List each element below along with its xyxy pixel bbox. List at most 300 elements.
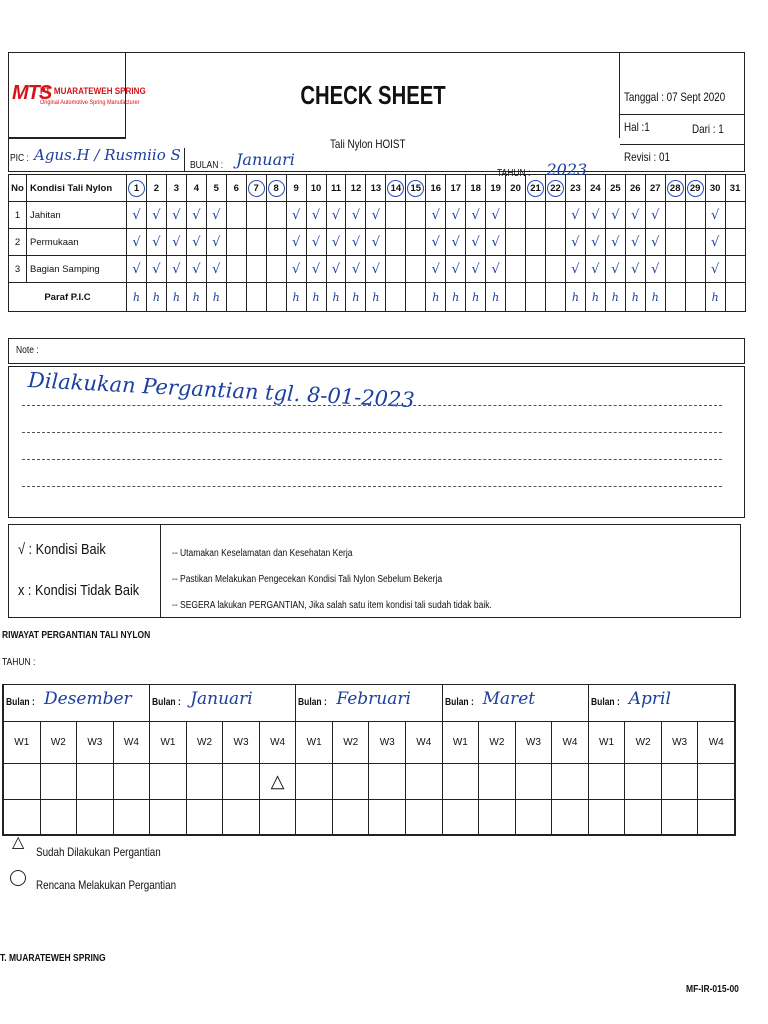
check-cell [246, 256, 266, 283]
history-cell [515, 799, 552, 835]
bulan-label: BULAN : [190, 160, 224, 171]
history-cell [259, 764, 296, 799]
checkmark-icon: √ [212, 207, 221, 223]
check-cell [306, 256, 326, 283]
checkmark-icon: √ [571, 261, 580, 277]
paraf-cell [466, 283, 486, 312]
week-header: W4 [552, 722, 589, 764]
paraf-cell [585, 283, 605, 312]
history-cell [515, 764, 552, 799]
check-cell [705, 202, 725, 229]
history-month-cell [296, 685, 442, 722]
check-cell [226, 256, 246, 283]
check-cell [526, 229, 546, 256]
check-cell [506, 202, 526, 229]
paraf-cell [246, 283, 266, 312]
signature-mark: h [292, 290, 300, 304]
checkmark-icon: √ [651, 234, 660, 250]
checkmark-icon: √ [152, 261, 161, 277]
signature-mark: h [352, 290, 360, 304]
check-cell [665, 229, 685, 256]
signature-mark: h [631, 290, 639, 304]
check-cell [386, 229, 406, 256]
check-cell [166, 229, 186, 256]
day-header-26 [625, 175, 645, 202]
checkmark-icon: √ [451, 261, 460, 277]
week-header: W2 [186, 722, 223, 764]
check-cell [366, 256, 386, 283]
check-cell [625, 256, 645, 283]
row-label: Bagian Samping [27, 256, 127, 283]
checkmark-icon: √ [571, 207, 580, 223]
instruction-3: -- SEGERA lakukan PERGANTIAN, Jika salah satu item kondisi tali sudah tidak baik. [172, 600, 492, 611]
replacement-done-icon: △ [270, 770, 285, 791]
history-month-cell [150, 685, 296, 722]
checkmark-icon: √ [611, 234, 620, 250]
check-cell [546, 229, 566, 256]
week-header: W4 [113, 722, 150, 764]
history-cell [588, 764, 625, 799]
signature-mark: h [372, 290, 380, 304]
checkmark-icon: √ [132, 261, 141, 277]
bulan-divider [184, 148, 185, 172]
day-number: 11 [330, 182, 342, 194]
history-mark-row [4, 764, 735, 799]
bulan-label: Bulan : [590, 697, 620, 708]
page-title: CHECK SHEET [300, 80, 446, 110]
legend-done: Sudah Dilakukan Pergantian [36, 845, 161, 859]
check-cell [426, 229, 446, 256]
day-header-5 [206, 175, 226, 202]
check-cell [146, 202, 166, 229]
day-number: 15 [407, 180, 424, 197]
pic-row-line [8, 138, 126, 139]
checkmark-icon: √ [471, 234, 480, 250]
history-cell [223, 764, 260, 799]
history-cell [77, 764, 114, 799]
history-month-name: Desember [44, 689, 132, 709]
check-cell [306, 202, 326, 229]
check-cell [705, 256, 725, 283]
history-week-row [4, 722, 735, 764]
history-cell [259, 799, 296, 835]
triangle-icon: △ [12, 834, 25, 851]
paraf-cell [386, 283, 406, 312]
note-label: Note : [16, 345, 39, 356]
note-line-2 [22, 432, 722, 433]
signature-mark: h [432, 290, 440, 304]
week-header: W4 [259, 722, 296, 764]
day-header-31 [725, 175, 745, 202]
check-cell [186, 229, 206, 256]
history-cell [4, 799, 41, 835]
check-cell [406, 202, 426, 229]
paraf-cell [665, 283, 685, 312]
history-cell [296, 764, 333, 799]
week-header: W2 [332, 722, 369, 764]
history-cell [113, 799, 150, 835]
checkmark-icon: √ [710, 234, 720, 250]
check-cell [286, 229, 306, 256]
checkmark-icon: √ [591, 234, 600, 250]
checkmark-icon: √ [291, 207, 301, 223]
history-year-label: TAHUN : [2, 657, 36, 668]
note-label-box [8, 338, 745, 364]
check-cell [166, 202, 186, 229]
paraf-cell [366, 283, 386, 312]
check-cell [585, 256, 605, 283]
paraf-row [9, 283, 746, 312]
check-cell [346, 202, 366, 229]
paraf-cell [146, 283, 166, 312]
page-subtitle: Tali Nylon HOIST [330, 137, 406, 151]
day-number: 20 [510, 182, 521, 194]
check-cell [346, 256, 366, 283]
day-header-29 [685, 175, 705, 202]
note-handwriting: Dilakukan Pergantian tgl. 8-01-2023 [27, 368, 416, 413]
check-cell [246, 229, 266, 256]
company-name: PT. MUARATEWEH SPRING [40, 86, 146, 97]
instruction-2: -- Pastikan Melakukan Pengecekan Kondisi Tali Nylon Sebelum Bekerja [172, 574, 443, 585]
signature-mark: h [312, 290, 320, 304]
check-cell [605, 229, 625, 256]
legend-bad: x : Kondisi Tidak Baik [18, 582, 140, 599]
day-number: 12 [350, 182, 362, 194]
checkmark-icon: √ [291, 261, 301, 277]
check-cell [565, 229, 585, 256]
day-header-2 [146, 175, 166, 202]
history-cell [698, 799, 735, 835]
history-table [2, 684, 736, 836]
check-cell [226, 229, 246, 256]
checkmark-icon: √ [351, 261, 361, 277]
check-cell [186, 256, 206, 283]
legend-divider [160, 524, 161, 618]
history-cell [150, 764, 187, 799]
check-cell [506, 229, 526, 256]
check-cell [266, 202, 286, 229]
day-number: 22 [547, 180, 564, 197]
day-header-11 [326, 175, 346, 202]
company-tagline: Original Automotive Spring Manufacturer [40, 99, 140, 106]
day-header-24 [585, 175, 605, 202]
checkmark-icon: √ [371, 234, 381, 250]
check-cell [665, 202, 685, 229]
check-cell [645, 202, 665, 229]
check-cell [585, 202, 605, 229]
checkmark-icon: √ [710, 207, 720, 223]
paraf-cell [226, 283, 246, 312]
day-header-9 [286, 175, 306, 202]
week-header: W2 [625, 722, 662, 764]
day-number: 8 [268, 180, 285, 197]
day-number: 9 [293, 182, 299, 194]
bulan-label: Bulan : [152, 697, 181, 708]
check-cell [565, 202, 585, 229]
history-cell [698, 764, 735, 799]
history-cell [223, 799, 260, 835]
check-cell [366, 229, 386, 256]
checkmark-icon: √ [212, 234, 221, 250]
day-header-30 [705, 175, 725, 202]
history-month-name: Januari [190, 689, 253, 709]
week-header: W1 [442, 722, 479, 764]
check-cell [526, 256, 546, 283]
checkmark-icon: √ [132, 207, 141, 223]
week-header: W2 [40, 722, 77, 764]
legend-good: √ : Kondisi Baik [18, 541, 106, 558]
row-label: Permukaan [27, 229, 127, 256]
week-header: W3 [661, 722, 698, 764]
check-cell [226, 202, 246, 229]
check-cell [705, 229, 725, 256]
day-number: 18 [470, 182, 481, 194]
paraf-cell [486, 283, 506, 312]
signature-mark: h [492, 290, 500, 304]
week-header: W3 [369, 722, 406, 764]
table-row [9, 229, 746, 256]
week-header: W3 [223, 722, 260, 764]
paraf-cell [426, 283, 446, 312]
check-cell [685, 202, 705, 229]
check-cell [625, 202, 645, 229]
signature-mark: h [452, 290, 460, 304]
checkmark-icon: √ [291, 234, 301, 250]
no-header: No [9, 175, 27, 202]
checkmark-icon: √ [571, 234, 580, 250]
note-line-3 [22, 459, 722, 460]
checkmark-icon: √ [192, 234, 201, 250]
day-number: 14 [387, 180, 404, 197]
check-cell [127, 229, 147, 256]
check-cell [386, 202, 406, 229]
history-month-name: April [628, 689, 671, 709]
history-month-cell [442, 685, 588, 722]
checkmark-icon: √ [371, 261, 381, 277]
check-cell [446, 256, 466, 283]
signature-mark: h [332, 290, 340, 304]
history-month-row [4, 685, 735, 722]
footer-doc-code: MF-IR-015-00 [686, 984, 739, 995]
paraf-cell [346, 283, 366, 312]
check-cell [645, 256, 665, 283]
check-cell [585, 229, 605, 256]
history-cell [369, 764, 406, 799]
signature-mark: h [132, 290, 141, 304]
day-number: 3 [173, 182, 180, 194]
checkmark-icon: √ [431, 234, 440, 250]
check-cell [466, 256, 486, 283]
history-cell [552, 764, 589, 799]
day-number: 30 [709, 182, 721, 194]
day-header-12 [346, 175, 366, 202]
paraf-cell [206, 283, 226, 312]
paraf-cell [645, 283, 665, 312]
row-label: Jahitan [27, 202, 127, 229]
doc-revision: Revisi : 01 [624, 150, 670, 164]
checkmark-icon: √ [591, 207, 600, 223]
meta-divider-2 [620, 144, 745, 145]
circle-icon [10, 870, 26, 886]
week-header: W3 [515, 722, 552, 764]
checkmark-icon: √ [172, 261, 181, 277]
doc-page-total: Dari : 1 [692, 122, 724, 136]
history-cell [332, 764, 369, 799]
check-cell [286, 256, 306, 283]
day-number: 23 [570, 182, 581, 194]
checkmark-icon: √ [611, 207, 620, 223]
history-month-cell [588, 685, 734, 722]
history-month-name: Maret [482, 689, 536, 709]
day-number: 5 [213, 182, 219, 194]
day-number: 29 [687, 180, 704, 197]
check-cell [346, 229, 366, 256]
check-cell [127, 256, 147, 283]
day-header-16 [426, 175, 446, 202]
paraf-cell [565, 283, 585, 312]
day-number: 13 [370, 182, 382, 194]
signature-mark: h [711, 290, 719, 304]
day-header-1 [127, 175, 147, 202]
week-header: W4 [406, 722, 443, 764]
history-cell [150, 799, 187, 835]
checkmark-icon: √ [471, 261, 480, 277]
history-cell [77, 799, 114, 835]
paraf-cell [546, 283, 566, 312]
history-cell [296, 799, 333, 835]
day-header-25 [605, 175, 625, 202]
checkmark-icon: √ [212, 261, 221, 277]
doc-date: Tanggal : 07 Sept 2020 [624, 90, 726, 104]
history-cell [4, 764, 41, 799]
check-cell [725, 229, 745, 256]
signature-mark: h [591, 290, 599, 304]
check-cell [446, 229, 466, 256]
checkmark-icon: √ [631, 234, 640, 250]
signature-mark: h [152, 290, 160, 304]
day-number-row [9, 175, 746, 202]
check-cell [605, 256, 625, 283]
checkmark-icon: √ [152, 207, 161, 223]
kondisi-header: Kondisi Tali Nylon [27, 175, 127, 202]
meta-divider-1 [620, 114, 745, 115]
checkmark-icon: √ [491, 234, 500, 250]
check-cell [486, 229, 506, 256]
day-number: 31 [729, 182, 741, 194]
check-cell [206, 229, 226, 256]
week-header: W4 [698, 722, 735, 764]
checkmark-icon: √ [172, 207, 181, 223]
checkmark-icon: √ [172, 234, 181, 250]
bulan-value: Januari [236, 150, 295, 169]
signature-mark: h [192, 290, 200, 304]
paraf-cell [127, 283, 147, 312]
check-cell [246, 202, 266, 229]
day-number: 27 [649, 182, 661, 194]
check-cell [206, 256, 226, 283]
checkmark-icon: √ [311, 207, 321, 223]
bulan-label: Bulan : [444, 697, 474, 708]
week-header: W2 [479, 722, 516, 764]
paraf-cell [286, 283, 306, 312]
paraf-cell [705, 283, 725, 312]
signature-mark: h [611, 290, 619, 304]
check-cell [146, 256, 166, 283]
table-row [9, 256, 746, 283]
check-cell [426, 202, 446, 229]
history-cell [406, 799, 443, 835]
check-cell [426, 256, 446, 283]
row-number: 2 [9, 229, 27, 256]
bulan-label: Bulan : [298, 697, 328, 708]
checkmark-icon: √ [651, 261, 660, 277]
day-number: 24 [590, 182, 601, 194]
checkmark-icon: √ [451, 234, 460, 250]
day-header-10 [306, 175, 326, 202]
history-title: RIWAYAT PERGANTIAN TALI NYLON [2, 630, 151, 641]
checkmark-icon: √ [331, 234, 341, 250]
check-cell [386, 256, 406, 283]
note-line-1 [22, 405, 722, 406]
history-cell [661, 799, 698, 835]
day-number: 7 [248, 180, 265, 197]
paraf-cell [166, 283, 186, 312]
history-cell [186, 764, 223, 799]
day-header-28 [665, 175, 685, 202]
check-cell [526, 202, 546, 229]
day-number: 10 [310, 182, 322, 194]
note-line-4 [22, 486, 722, 487]
check-cell [166, 256, 186, 283]
history-cell [552, 799, 589, 835]
check-cell [725, 202, 745, 229]
checkmark-icon: √ [132, 234, 141, 250]
check-cell [605, 202, 625, 229]
history-cell [479, 764, 516, 799]
doc-page: Hal :1 [624, 120, 650, 134]
check-cell [665, 256, 685, 283]
paraf-cell [685, 283, 705, 312]
checkmark-icon: √ [710, 261, 720, 277]
day-number: 25 [610, 182, 621, 194]
day-header-17 [446, 175, 466, 202]
day-header-15 [406, 175, 426, 202]
checkmark-icon: √ [192, 207, 201, 223]
check-cell [406, 229, 426, 256]
paraf-cell [266, 283, 286, 312]
history-cell [442, 764, 479, 799]
day-header-6 [226, 175, 246, 202]
history-grid [3, 685, 735, 835]
paraf-cell [446, 283, 466, 312]
check-cell [565, 256, 585, 283]
checkmark-icon: √ [451, 207, 460, 223]
check-cell [645, 229, 665, 256]
signature-mark: h [172, 290, 180, 304]
history-cell [625, 799, 662, 835]
day-number: 1 [128, 180, 145, 197]
signature-mark: h [571, 290, 579, 304]
check-cell [127, 202, 147, 229]
history-cell [113, 764, 150, 799]
check-cell [266, 229, 286, 256]
instruction-1: -- Utamakan Keselamatan dan Kesehatan Kerja [172, 548, 353, 559]
check-cell [466, 202, 486, 229]
paraf-cell [406, 283, 426, 312]
check-cell [326, 256, 346, 283]
check-cell [186, 202, 206, 229]
history-cell [661, 764, 698, 799]
